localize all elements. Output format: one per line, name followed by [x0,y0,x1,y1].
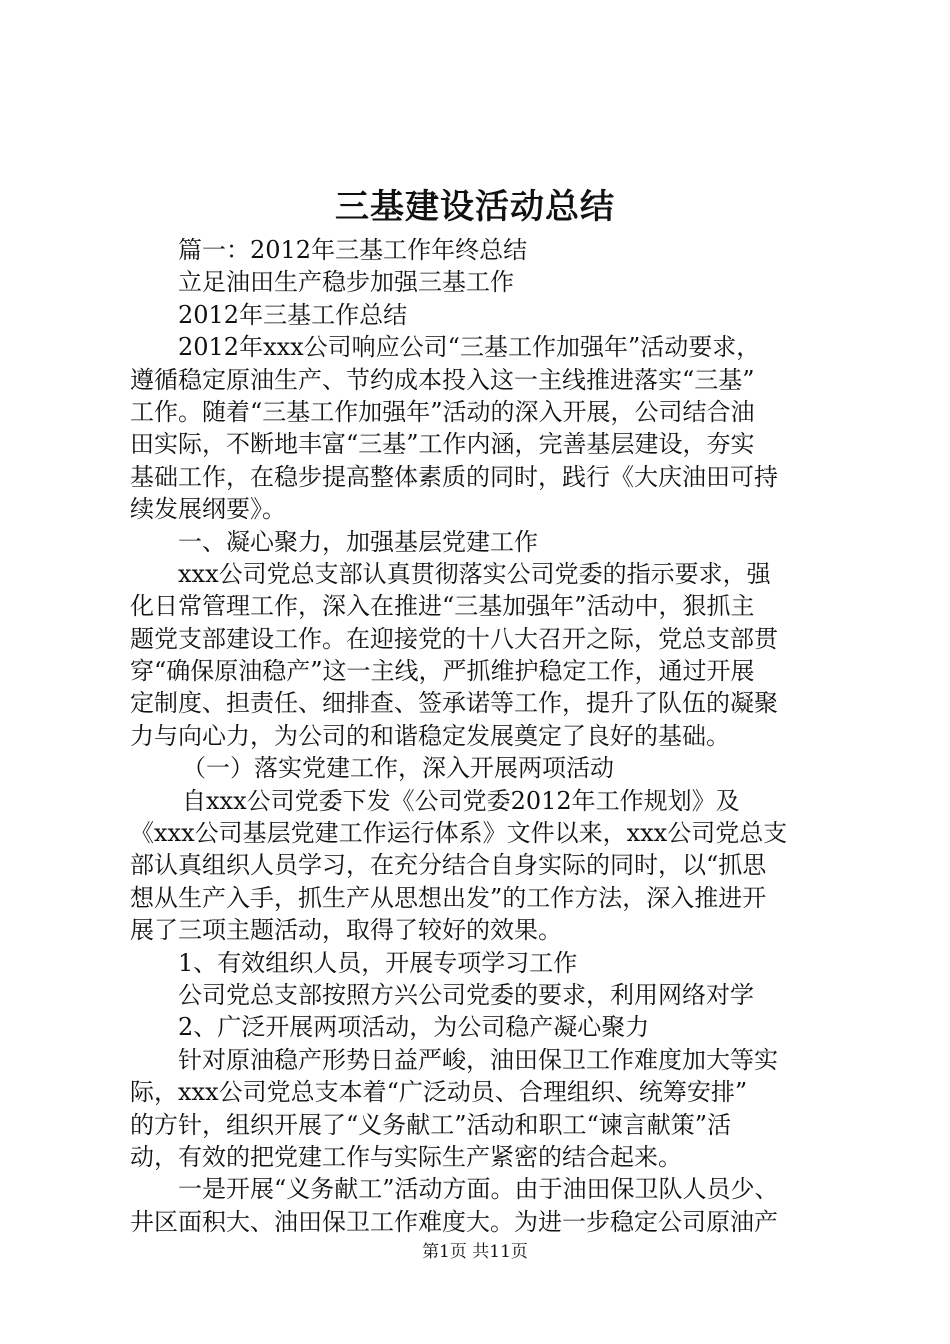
paragraph-line: 的方针，组织开展了“义务献工”活动和职工“谏言献策”活 [130,1110,732,1139]
page-footer: 第1页 共11页 [422,1242,528,1262]
section-heading: 2、广泛开展两项活动，为公司稳产凝心聚力 [178,1013,650,1042]
paragraph-line: xxx公司党总支部认真贯彻落实公司党委的指示要求，强 [178,559,771,588]
section-heading: 一、凝心聚力，加强基层党建工作 [178,527,538,556]
paragraph-line: 际，xxx公司党总支本着“广泛动员、合理组织、统筹安排” [130,1078,748,1107]
paragraph-line: 公司党总支部按照方兴公司党委的要求，利用网络对学 [178,980,754,1009]
paragraph-line: 想从生产入手，抓生产从思想出发”的工作方法，深入推进开 [130,883,767,912]
document-title: 三基建设活动总结 [335,187,615,227]
paragraph-line: 基础工作，在稳步提高整体素质的同时，践行《大庆油田可持 [130,462,778,491]
paragraph-line: 工作。随着“三基工作加强年”活动的深入开展，公司结合油 [130,397,755,426]
paragraph-line: 展了三项主题活动，取得了较好的效果。 [130,916,562,945]
paragraph-line: 动，有效的把党建工作与实际生产紧密的结合起来。 [130,1142,682,1171]
paragraph-line: 化日常管理工作，深入在推进“三基加强年”活动中，狠抓主 [130,592,755,621]
paragraph-line: 井区面积大、油田保卫工作难度大。为进一步稳定公司原油产 [130,1207,778,1236]
paragraph-line: 田实际，不断地丰富“三基”工作内涵，完善基层建设，夯实 [130,430,755,459]
section-heading: （一）落实党建工作，深入开展两项活动 [182,754,614,783]
paragraph-line: 部认真组织人员学习，在充分结合自身实际的同时，以“抓思 [130,851,767,880]
paragraph-line: 立足油田生产稳步加强三基工作 [178,268,514,297]
paragraph-line: 续发展纲要》。 [130,495,286,524]
paragraph-line: 2012年xxx公司响应公司“三基工作加强年”活动要求， [178,333,761,362]
paragraph-line: 一是开展“义务献工”活动方面。由于油田保卫队人员少、 [178,1175,779,1204]
paragraph-line: 定制度、担责任、细排查、签承诺等工作，提升了队伍的凝聚 [130,689,778,718]
paragraph-line: 遵循稳定原油生产、节约成本投入这一主线推进落实“三基” [130,365,755,394]
paragraph-line: 题党支部建设工作。在迎接党的十八大召开之际，党总支部贯 [130,624,778,653]
document-body [130,234,830,1238]
paragraph-line: 篇一：2012年三基工作年终总结 [178,236,528,264]
paragraph-line: 自xxx公司党委下发《公司党委2012年工作规划》及 [182,786,740,815]
section-heading: 1、有效组织人员，开展专项学习工作 [178,948,578,977]
paragraph-line: 力与向心力，为公司的和谐稳定发展奠定了良好的基础。 [130,721,730,750]
paragraph-line: 穿“确保原油稳产”这一主线，严抓维护稳定工作，通过开展 [130,657,755,686]
paragraph-line: 《xxx公司基层党建工作运行体系》文件以来，xxx公司党总支 [130,819,788,848]
paragraph-line: 针对原油稳产形势日益严峻，油田保卫工作难度加大等实 [178,1045,778,1074]
paragraph-line: 2012年三基工作总结 [178,300,408,329]
